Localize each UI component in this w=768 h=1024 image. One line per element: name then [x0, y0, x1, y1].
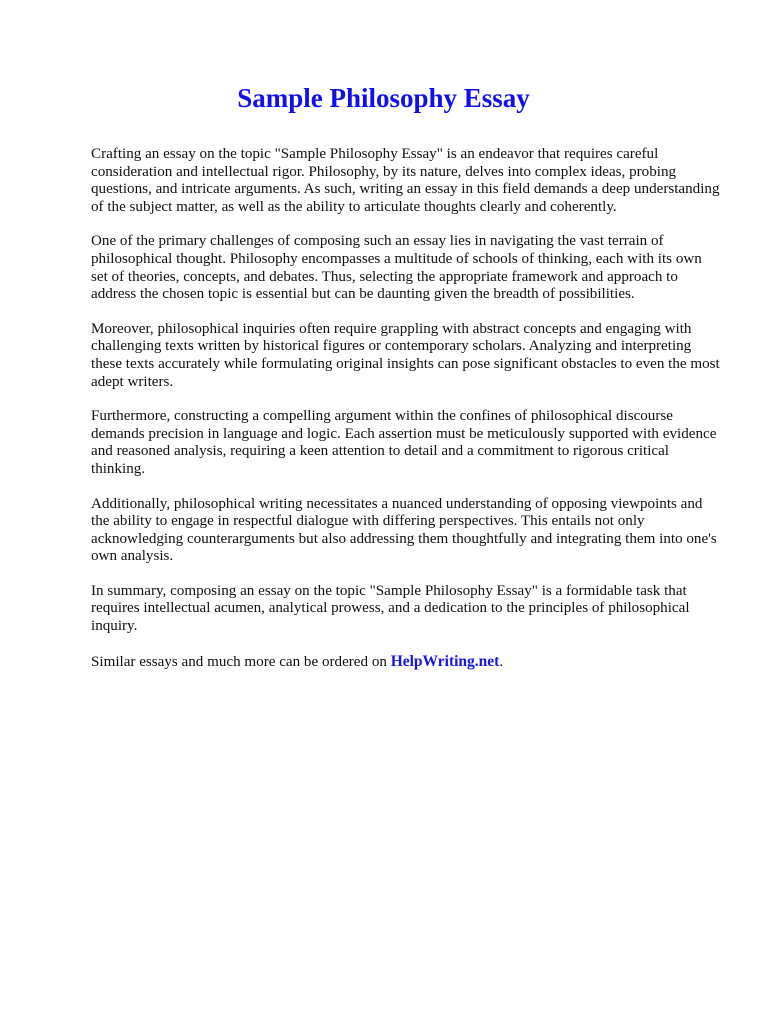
paragraph-6: In summary, composing an essay on the topic "Sample Philosophy Essay" is a formidable task that requires intellectual acumen, analytical prowess, and a dedication to the principles of philosophical inquiry. — [91, 582, 690, 635]
paragraph-2: One of the primary challenges of composing such an essay lies in navigating the vast terrain of philosophical thought. Philosophy encompasses a multitude of schools of thinking, each with its own set of theories, concepts, and debates. Thus, selecting the appropriate framework and approach to address the chosen topic is essential but can be daunting given the breadth of possibilities. — [91, 233, 702, 303]
closing-line — [91, 653, 722, 672]
essay-body — [91, 146, 722, 671]
helpwriting-link[interactable]: HelpWriting.net — [390, 652, 500, 670]
closing-suffix: . — [499, 653, 504, 670]
paragraph-5: Additionally, philosophical writing necessitates a nuanced understanding of opposing viewpoints and the ability to engage in respectful dialogue with differing perspectives. This entails not only acknowledging counterarguments but also addressing them thoughtfully and integrating them into one's own analysis. — [91, 495, 717, 565]
paragraph-4: Furthermore, constructing a compelling argument within the confines of philosophical discourse demands precision in language and logic. Each assertion must be meticulously supported with evidence and reasoned analysis, requiring a keen attention to detail and a commitment to rigorous critical thinking. — [91, 408, 717, 477]
paragraph-1: Crafting an essay on the topic "Sample Philosophy Essay" is an endeavor that requires careful consideration and intellectual rigor. Philosophy, by its nature, delves into complex ideas, probing questions, and intricate arguments. As such, writing an essay in this field demands a deep understanding of the subject matter, as well as the ability to articulate thoughts clearly and coherently. — [91, 146, 720, 215]
paragraph-3: Moreover, philosophical inquiries often require grappling with abstract concepts and engaging with challenging texts written by historical figures or contemporary scholars. Analyzing and interpreting these texts accurately while formulating original insights can pose significant obstacles to even the most adept writers. — [91, 320, 720, 390]
closing-prefix: Similar essays and much more can be ordered on — [91, 653, 391, 670]
page-title: Sample Philosophy Essay — [237, 83, 530, 113]
